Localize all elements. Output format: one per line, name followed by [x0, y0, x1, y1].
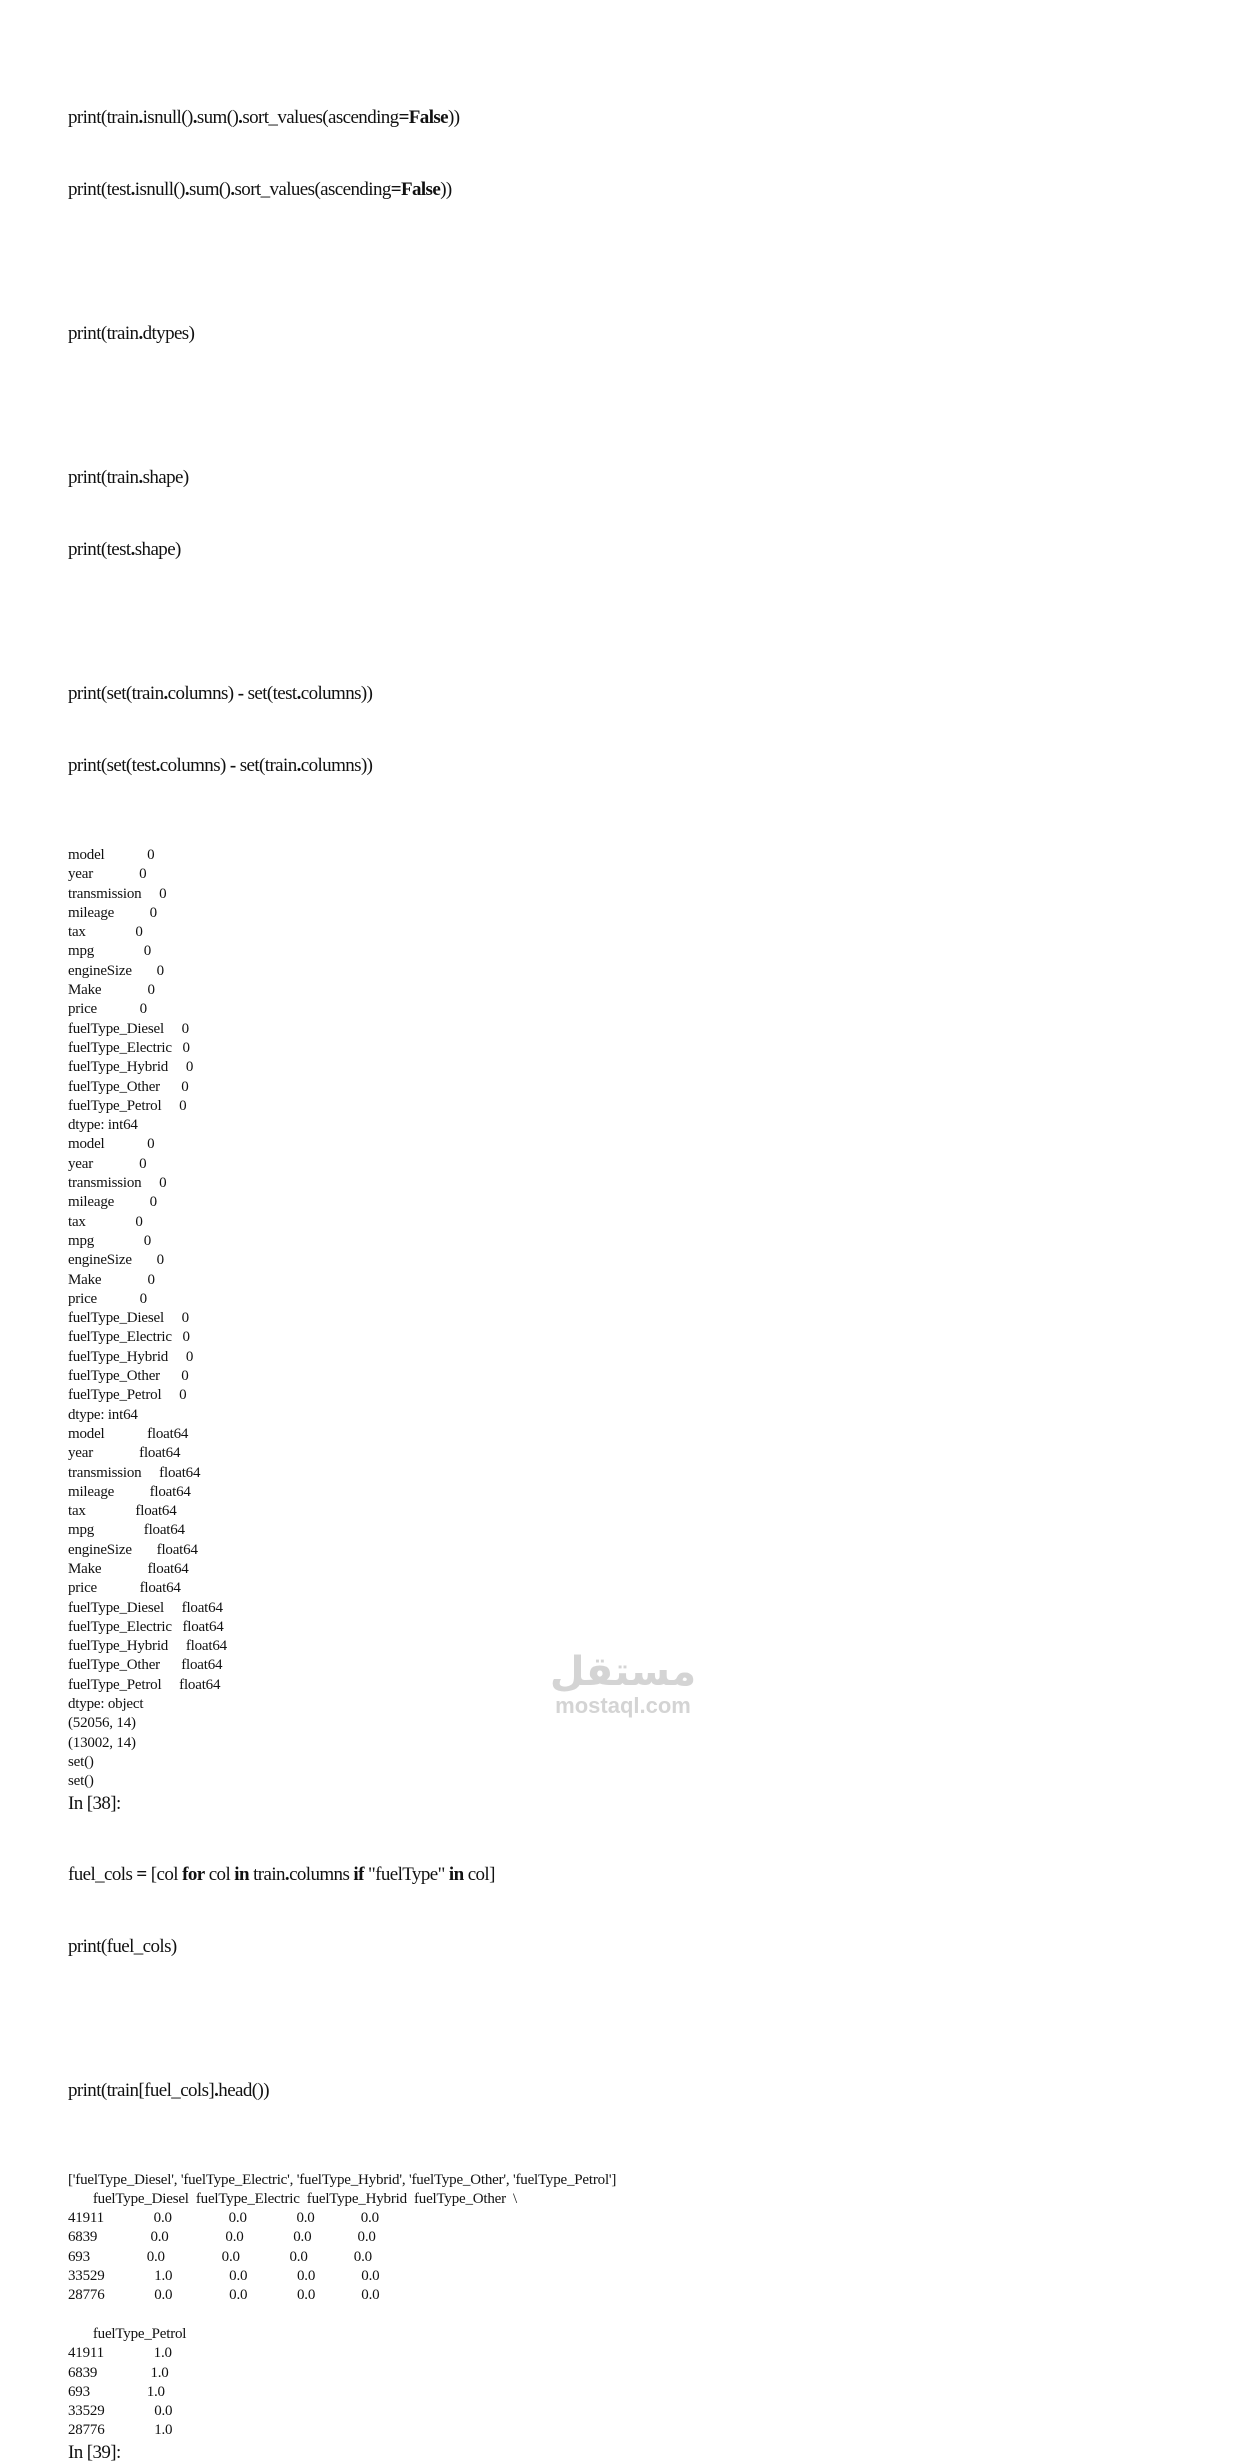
output-line: 28776 1.0 [68, 2422, 173, 2439]
output-cell-38 [68, 2171, 1168, 2441]
output-line: 6839 0.0 0.0 0.0 0.0 [68, 2229, 376, 2246]
output-line: engineSize float64 [68, 1541, 198, 1558]
output-line: (52056, 14) [68, 1715, 136, 1732]
output-line: fuelType_Diesel 0 [68, 1020, 189, 1037]
output-line: 41911 1.0 [68, 2345, 172, 2362]
output-line: fuelType_Hybrid float64 [68, 1638, 227, 1655]
output-line: fuelType_Hybrid 0 [68, 1348, 194, 1365]
output-line: model 0 [68, 847, 155, 863]
output-line: transmission 0 [68, 1175, 167, 1192]
output-line: 6839 1.0 [68, 2364, 169, 2381]
output-line: (13002, 14) [68, 1734, 136, 1751]
output-line: tax 0 [68, 924, 143, 941]
code-cell-38 [68, 1815, 1168, 2151]
output-line: fuelType_Electric 0 [68, 1329, 190, 1346]
output-line: price 0 [68, 1001, 147, 1018]
output-line: year 0 [68, 1155, 147, 1172]
output-line: mileage float64 [68, 1483, 191, 1500]
output-line: tax 0 [68, 1213, 143, 1230]
output-line: fuelType_Petrol 0 [68, 1387, 187, 1404]
output-line: mpg 0 [68, 943, 152, 960]
output-line: mileage 0 [68, 904, 157, 921]
watermark-arabic-text: مستقل [549, 1649, 697, 1695]
output-line: Make 0 [68, 1271, 155, 1288]
output-line: dtype: int64 [68, 1117, 138, 1134]
code-line [68, 250, 1168, 274]
code-line: print(test.shape) [68, 539, 181, 560]
output-line: set() [68, 1773, 94, 1790]
output-line: model 0 [68, 1136, 155, 1153]
output-line: 41911 0.0 0.0 0.0 0.0 [68, 2210, 379, 2227]
output-line: engineSize 0 [68, 1252, 164, 1269]
output-line: fuelType_Petrol [68, 2325, 187, 2342]
prompt-in-38: In [38]: [68, 1792, 121, 1814]
prompt-in-39: In [39]: [68, 2441, 121, 2463]
output-line: price float64 [68, 1580, 181, 1597]
output-line: transmission float64 [68, 1464, 201, 1481]
code-line [68, 610, 1168, 634]
output-line: year 0 [68, 866, 147, 883]
output-line: 28776 0.0 0.0 0.0 0.0 [68, 2287, 380, 2304]
code-line: print(train[fuel_cols].head()) [68, 2079, 269, 2101]
code-line: print(train.shape) [68, 467, 189, 488]
output-line: price 0 [68, 1290, 147, 1307]
output-line: ['fuelType_Diesel', 'fuelType_Electric', 'fuelType_Hybrid', 'fuelType_Other', 'fuelType_Petrol'] [68, 2171, 617, 2188]
output-line: fuelType_Electric float64 [68, 1618, 224, 1635]
output-line: mpg float64 [68, 1522, 185, 1539]
output-line: dtype: object [68, 1696, 144, 1713]
output-line: fuelType_Diesel float64 [68, 1599, 223, 1616]
mostaql-watermark [543, 1650, 703, 1718]
output-line: fuelType_Other 0 [68, 1368, 189, 1385]
output-line: fuelType_Diesel 0 [68, 1310, 189, 1327]
output-line: fuelType_Other float64 [68, 1657, 223, 1674]
code-line: print(fuel_cols) [68, 1935, 177, 1957]
code-line [68, 2007, 1168, 2031]
output-line: fuelType_Electric 0 [68, 1039, 190, 1056]
output-line: dtype: int64 [68, 1406, 138, 1423]
notebook-page [68, 58, 1168, 2464]
output-line: 33529 1.0 0.0 0.0 0.0 [68, 2268, 380, 2285]
output-line: tax float64 [68, 1503, 177, 1520]
code-line: print(train.isnull().sum().sort_values(ascending=False)) [68, 107, 460, 128]
output-line: Make 0 [68, 982, 155, 999]
code-line: print(set(train.columns) - set(test.columns)) [68, 683, 373, 704]
code-line [68, 394, 1168, 418]
output-line: 693 0.0 0.0 0.0 0.0 [68, 2248, 372, 2265]
watermark-latin-text: mostaql.com [555, 1693, 691, 1718]
output-line: mileage 0 [68, 1194, 157, 1211]
output-line: model float64 [68, 1425, 189, 1442]
output-line: fuelType_Petrol float64 [68, 1676, 221, 1693]
output-line: year float64 [68, 1445, 181, 1462]
output-line: fuelType_Diesel fuelType_Electric fuelType_Hybrid fuelType_Other \ [68, 2190, 517, 2207]
output-line: engineSize 0 [68, 962, 164, 979]
output-line: set() [68, 1753, 94, 1770]
output-line: Make float64 [68, 1560, 189, 1577]
code-line: print(train.dtypes) [68, 323, 195, 344]
code-line: print(test.isnull().sum().sort_values(ascending=False)) [68, 179, 452, 200]
output-line: mpg 0 [68, 1232, 152, 1249]
output-line: fuelType_Petrol 0 [68, 1097, 187, 1114]
output-line: fuelType_Other 0 [68, 1078, 189, 1095]
output-line: transmission 0 [68, 885, 167, 902]
code-line: fuel_cols = [col for col in train.columns if "fuelType" in col] [68, 1863, 495, 1885]
output-line: 33529 0.0 [68, 2403, 173, 2420]
output-line [68, 2306, 1168, 2325]
code-line: print(set(test.columns) - set(train.columns)) [68, 755, 373, 776]
output-line: fuelType_Hybrid 0 [68, 1059, 194, 1076]
code-cell-37 [68, 58, 1168, 826]
output-line: 693 1.0 [68, 2383, 165, 2400]
